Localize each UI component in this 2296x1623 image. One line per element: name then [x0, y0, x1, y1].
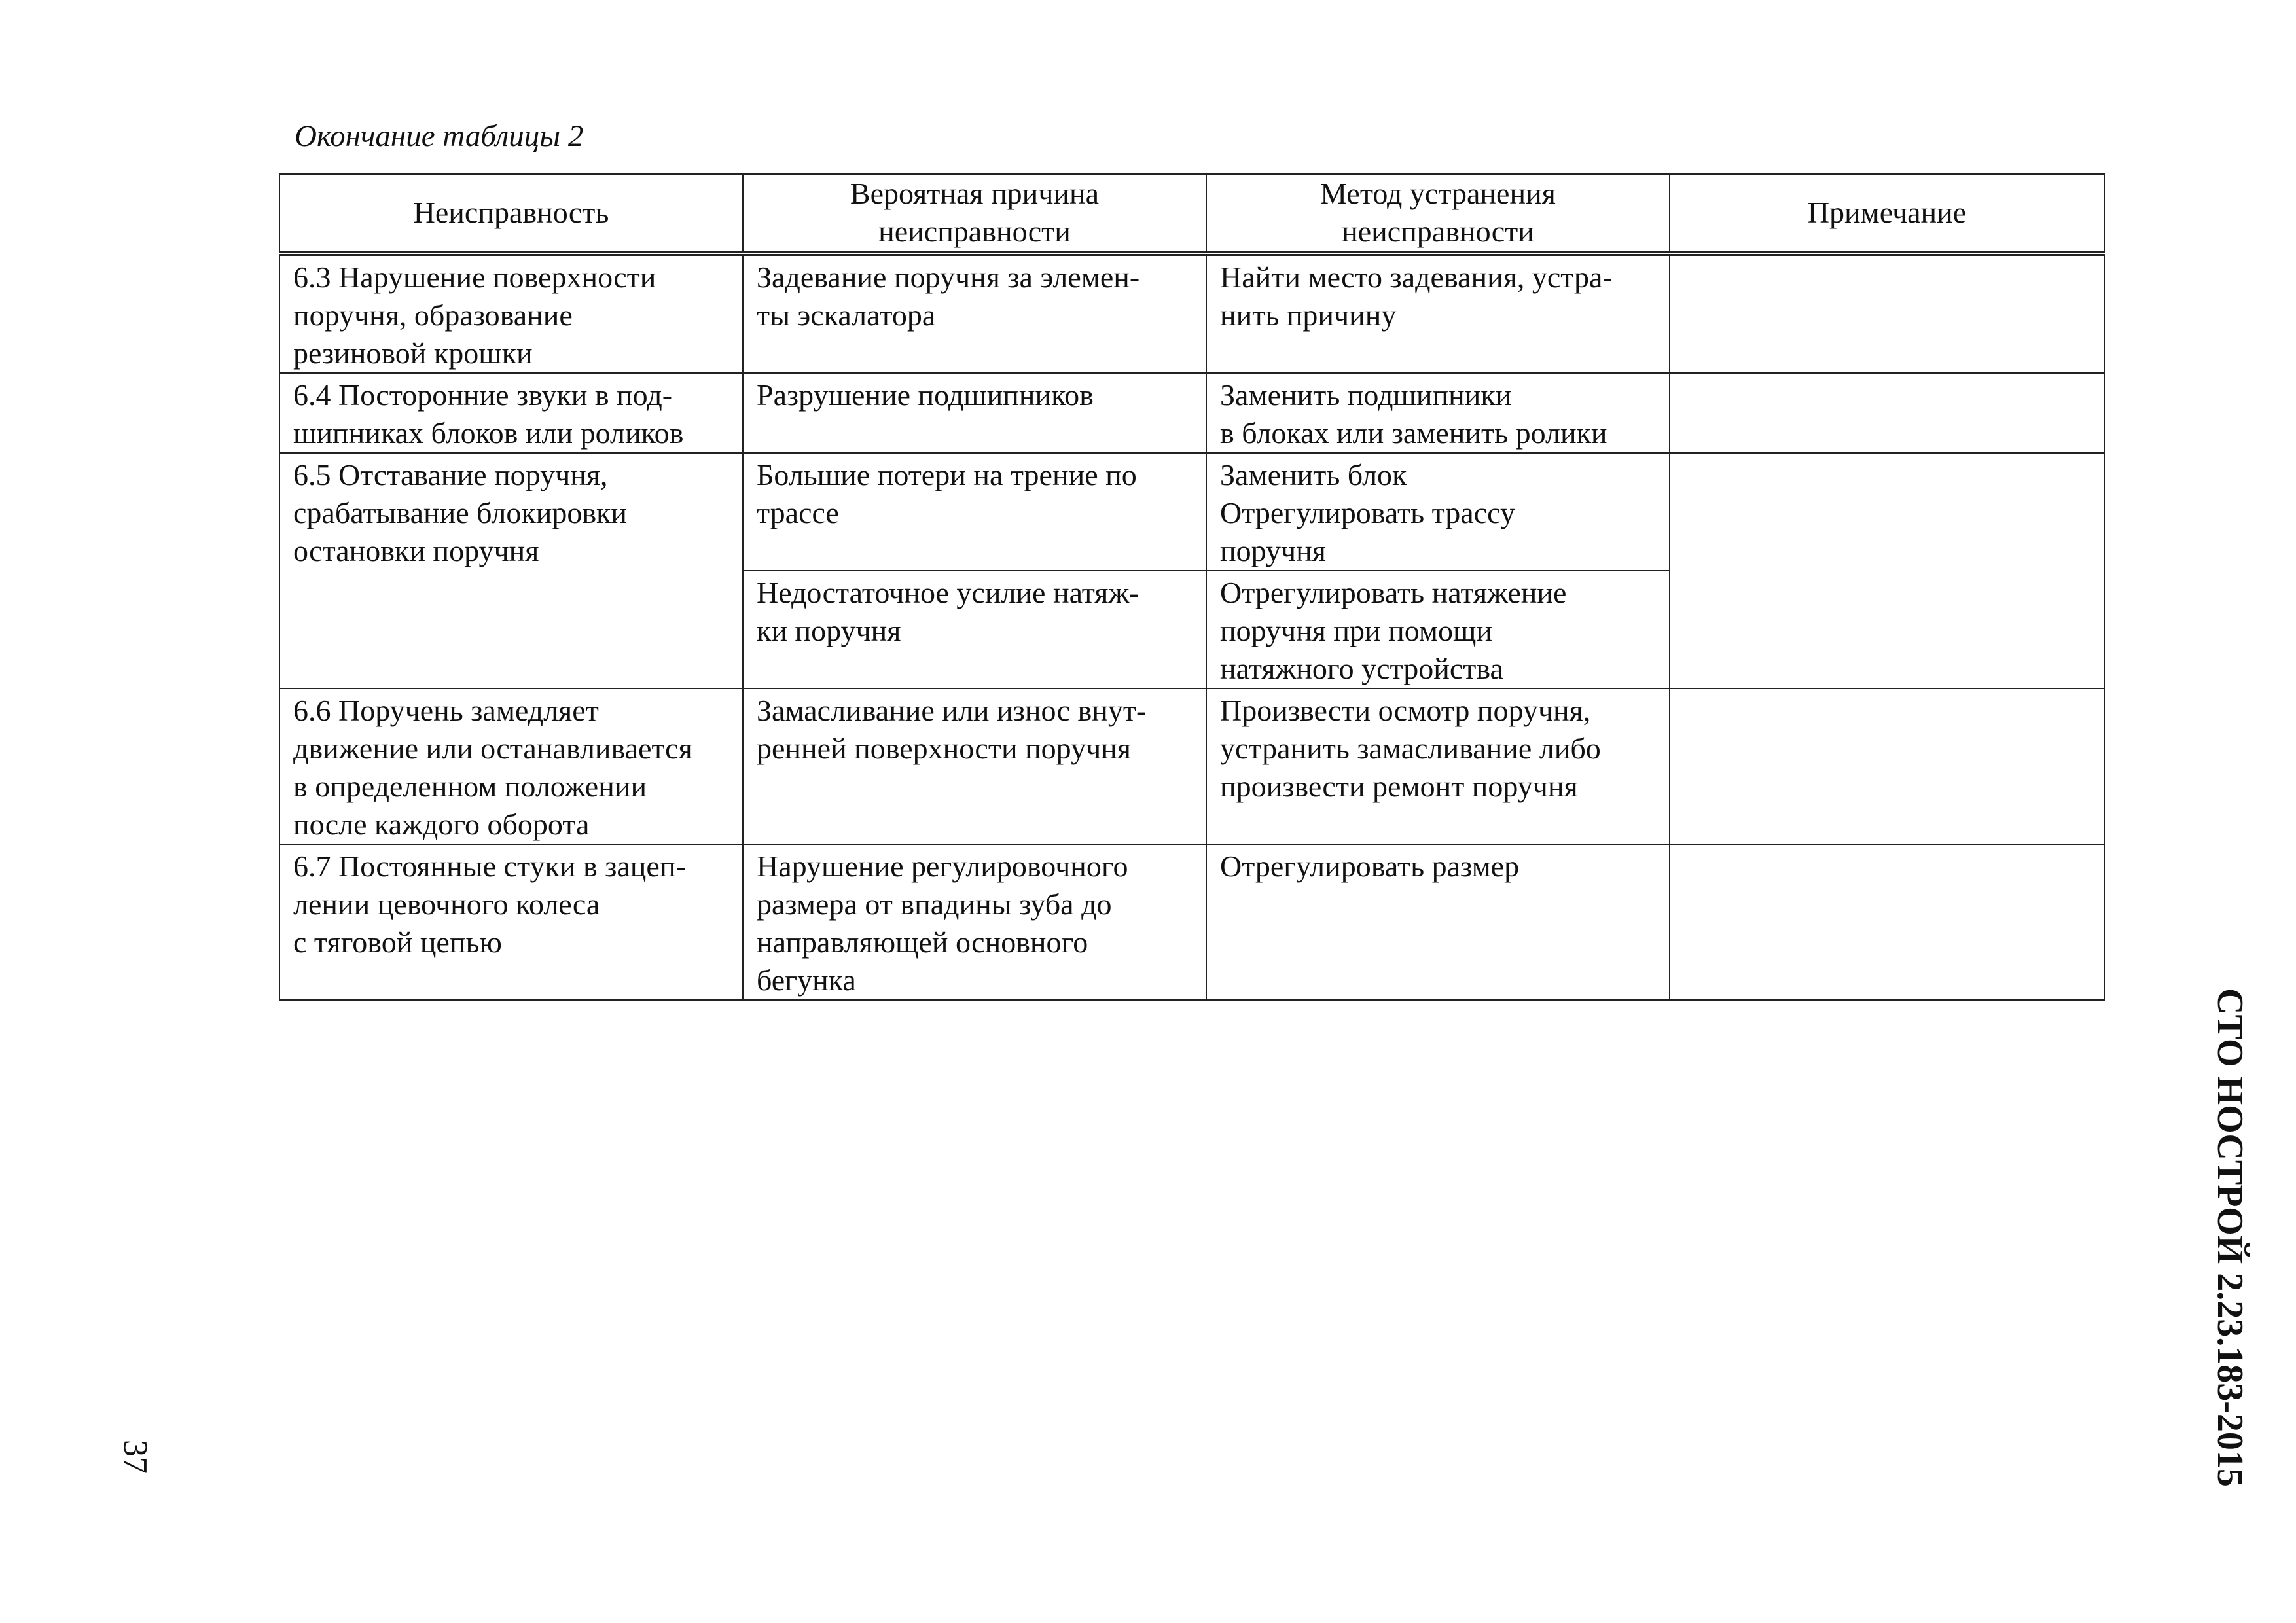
header-cause: Вероятная причина неисправности	[743, 174, 1206, 253]
document-code: СТО НОСТРОЙ 2.23.183-2015	[2210, 988, 2250, 1487]
note-cell	[1670, 453, 2104, 688]
faults-table	[279, 173, 2105, 1001]
header-note: Примечание	[1670, 174, 2104, 253]
method-cell: Отрегулировать размер	[1206, 844, 1670, 1000]
cause-cell: Большие потери на трение по трассе	[743, 453, 1206, 571]
table-row	[279, 253, 2104, 373]
note-cell	[1670, 844, 2104, 1000]
note-cell	[1670, 688, 2104, 844]
method-cell: Отрегулировать натяжение поручня при помощи натяжного устройства	[1206, 571, 1670, 688]
cause-cell: Нарушение регулировочного размера от впадины зуба до направляющей основного бегунка	[743, 844, 1206, 1000]
cause-cell: Задевание поручня за элемен- ты эскалатора	[743, 253, 1206, 373]
fault-cell: 6.3 Нарушение поверхности поручня, образование резиновой крошки	[279, 253, 743, 373]
fault-cell: 6.4 Посторонние звуки в под- шипниках блоков или роликов	[279, 373, 743, 453]
page-number: 37	[117, 1440, 154, 1474]
table-row	[279, 453, 2104, 571]
method-cell: Произвести осмотр поручня, устранить замасливание либо произвести ремонт поручня	[1206, 688, 1670, 844]
table-header-row	[279, 174, 2104, 253]
table-row	[279, 373, 2104, 453]
method-cell: Заменить подшипники в блоках или заменить ролики	[1206, 373, 1670, 453]
cause-cell: Замасливание или износ внут- ренней поверхности поручня	[743, 688, 1206, 844]
note-cell	[1670, 373, 2104, 453]
header-method: Метод устранения неисправности	[1206, 174, 1670, 253]
note-cell	[1670, 253, 2104, 373]
fault-cell: 6.5 Отставание поручня, срабатывание блокировки остановки поручня	[279, 453, 743, 688]
fault-cell: 6.7 Постоянные стуки в зацеп- лении цевочного колеса с тяговой цепью	[279, 844, 743, 1000]
table-row	[279, 844, 2104, 1000]
table-caption: Окончание таблицы 2	[295, 119, 584, 153]
cause-cell: Недостаточное усилие натяж- ки поручня	[743, 571, 1206, 688]
method-cell: Заменить блок Отрегулировать трассу поручня	[1206, 453, 1670, 571]
cause-cell: Разрушение подшипников	[743, 373, 1206, 453]
header-fault: Неисправность	[279, 174, 743, 253]
fault-cell: 6.6 Поручень замедляет движение или останавливается в определенном положении после каждого оборота	[279, 688, 743, 844]
table-row	[279, 688, 2104, 844]
method-cell: Найти место задевания, устра- нить причину	[1206, 253, 1670, 373]
